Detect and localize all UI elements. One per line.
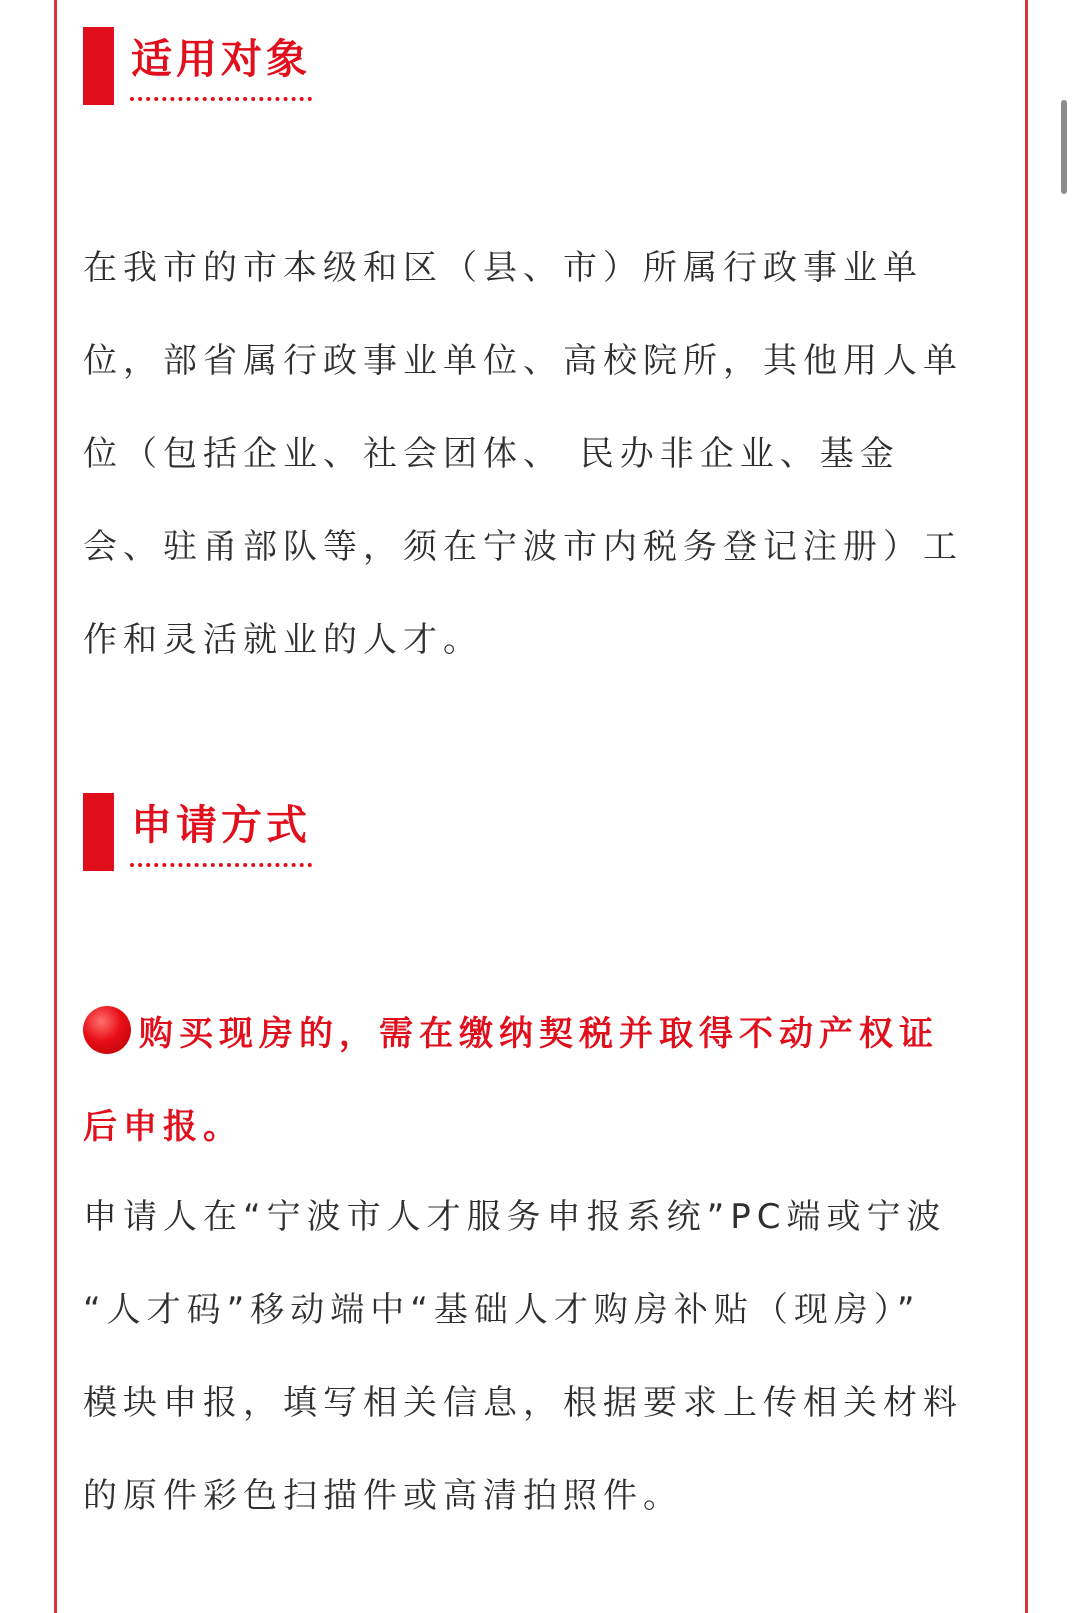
text-line: 作和灵活就业的人才。 xyxy=(83,620,483,660)
text-line xyxy=(83,988,983,1081)
heading-dotted-underline xyxy=(130,97,312,101)
text-line: 模块申报，填写相关信息，根据要求上传相关材料 xyxy=(83,1383,963,1423)
text-line: 位，部省属行政事业单位、高校院所，其他用人单 xyxy=(83,341,963,381)
text-line: 申请人在“宁波市人才服务申报系统”PC端或宁波 xyxy=(83,1197,947,1237)
text-line: “人才码”移动端中“基础人才购房补贴（现房）” xyxy=(83,1290,921,1330)
red-circle-icon xyxy=(83,1006,131,1054)
section-title: 申请方式 xyxy=(131,801,311,849)
heading-dotted-underline xyxy=(130,863,312,867)
notice-text: 购买现房的，需在缴纳契税并取得不动产权证 xyxy=(139,1014,939,1054)
text-line: 位（包括企业、社会团体、 民办非企业、基金 xyxy=(83,434,900,474)
eligibility-paragraph xyxy=(83,222,983,687)
scrollbar[interactable] xyxy=(1061,100,1067,194)
text-line: 后申报。 xyxy=(83,1107,243,1147)
section-title: 适用对象 xyxy=(131,35,311,83)
text-line: 在我市的市本级和区（县、市）所属行政事业单 xyxy=(83,248,923,288)
text-line: 会、驻甬部队等，须在宁波市内税务登记注册）工 xyxy=(83,527,963,567)
heading-accent-bar xyxy=(83,27,114,105)
application-paragraph xyxy=(83,1171,983,1543)
text-line: 的原件彩色扫描件或高清拍照件。 xyxy=(83,1476,683,1516)
heading-accent-bar xyxy=(83,793,114,871)
notice-paragraph xyxy=(83,988,983,1174)
